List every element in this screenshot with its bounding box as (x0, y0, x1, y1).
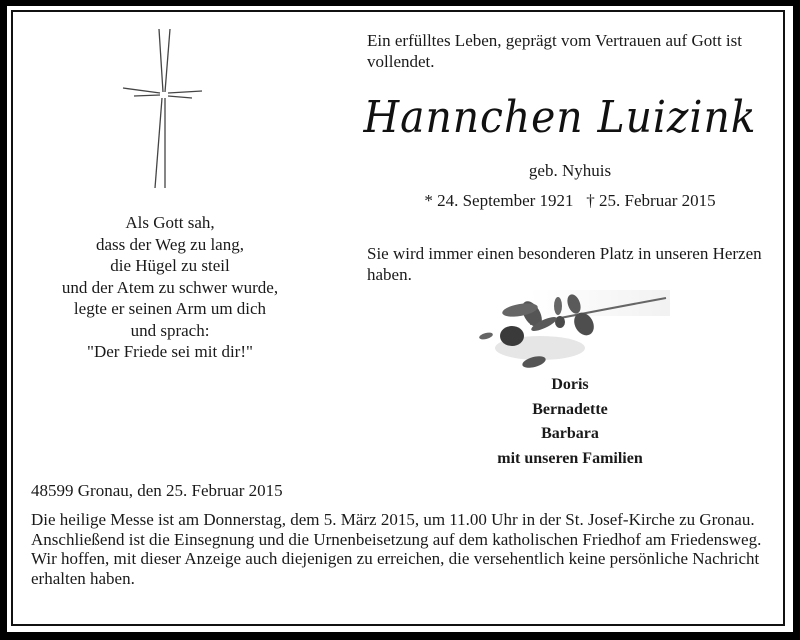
mourner-name: mit unseren Familien (497, 449, 643, 467)
birth-name: geb. Nyhuis (528, 161, 612, 180)
poem-line: dass der Weg zu lang, (96, 234, 244, 254)
rose-image (470, 286, 680, 376)
poem-line: und sprach: (130, 320, 210, 340)
service-details (31, 510, 791, 588)
poem-line: "Der Friede sei mit dir!" (87, 342, 253, 361)
poem-line: und der Atem zu schwer wurde, (61, 277, 279, 297)
cross-icon (110, 20, 210, 200)
mourners-list (440, 373, 700, 471)
poem (20, 212, 320, 363)
mourner-name: Barbara (541, 425, 599, 442)
mourner-name: Doris (551, 376, 589, 393)
mourner-name: Bernadette (532, 400, 608, 418)
deceased-name: Hannchen Luizink (363, 92, 757, 143)
poem-line: Als Gott sah, (125, 213, 215, 232)
service-info: Die heilige Messe ist am Donnerstag, dem 5. März 2015, um 11.00 Uhr in der St. Josef-Kirche zu Gronau. Anschließend ist die Einsegnung und die Urnenbeisetzung auf dem katholischen Friedhof am Friedensweg. (31, 510, 762, 549)
poem-line: legte er seinen Arm um dich (73, 299, 267, 318)
intro-text: Ein erfülltes Leben, geprägt vom Vertrauen auf Gott ist vollendet. (367, 31, 742, 71)
poem-line: die Hügel zu steil (110, 256, 230, 275)
memory-text: Sie wird immer einen besonderen Platz in unseren Herzen haben. (367, 244, 762, 284)
place-date: 48599 Gronau, den 25. Februar 2015 (31, 481, 283, 500)
closing-note: Wir hoffen, mit dieser Anzeige auch diejenigen zu erreichen, die versehentlich keine persönliche Nachricht erhalten haben. (31, 549, 760, 588)
life-dates: * 24. September 1921 † 25. Februar 2015 (424, 191, 716, 210)
